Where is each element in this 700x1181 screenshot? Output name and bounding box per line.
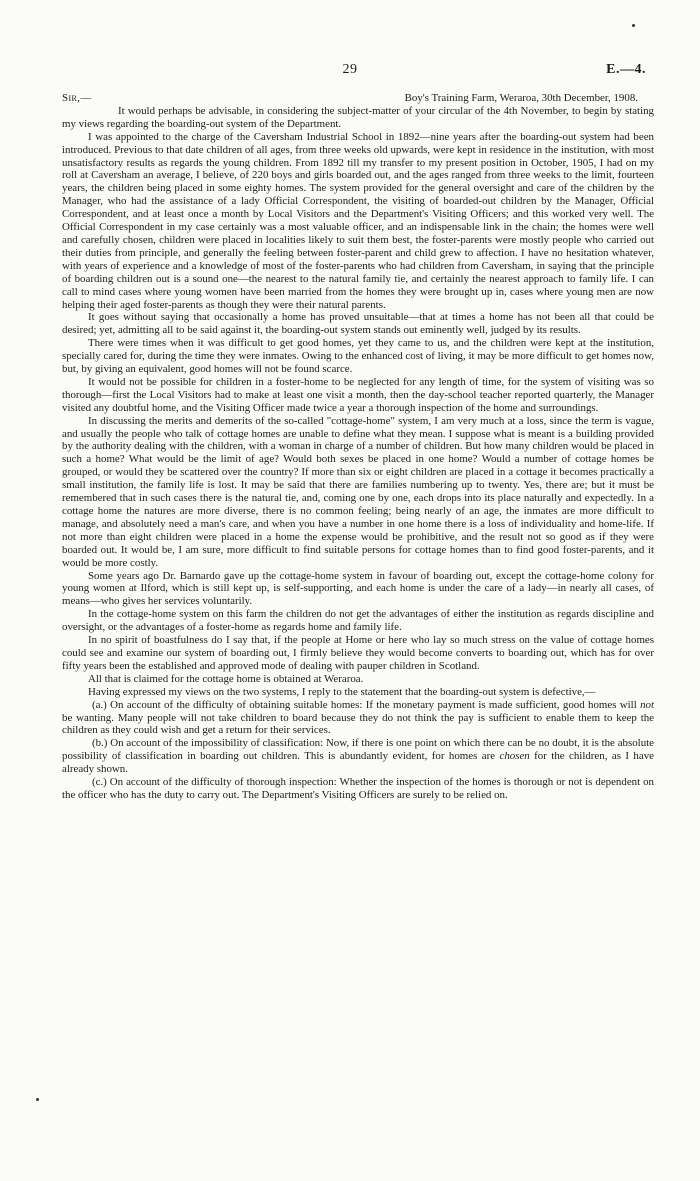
emphasis: not — [640, 698, 654, 711]
dateline: Boy's Training Farm, Weraroa, 30th December, 1908. — [404, 92, 638, 104]
paragraph: There were times when it was difficult to get good homes, yet they came to us, and the children were kept at the institution, specially cared for, during the time they were inmates. Owing to the enhanced cost of living, it may be more difficult to get homes now, but, by giving an equivalent, good homes will not be found scarce. — [62, 337, 654, 376]
letter-body — [62, 92, 654, 802]
list-item-a — [62, 699, 654, 738]
paragraph: In no spirit of boastfulness do I say that, if the people at Home or here who lay so much stress on the value of cottage homes could see and examine our system of boarding out, I firmly believe they would become converts to boarding out, which has for over fifty years been the established and approved mode of dealing with pauper children in Scotland. — [62, 634, 654, 672]
paragraph: It goes without saying that occasionally a home has proved unsuitable—that at times a home has not been all that could be desired; yet, admitting all to be said against it, the boarding-out system stands out eminently well, judged by its results. — [62, 311, 654, 337]
paragraph: It would not be possible for children in a foster-home to be neglected for any length of time, for the system of visiting was so thorough—first the Local Visitors had to make at least one visit a month, then the day-school teacher reported quarterly, the Manager visited any doubtful home, and the Visiting Officer made twice a year a thorough inspection of the home and surroundings. — [62, 375, 654, 414]
letter-header — [62, 92, 654, 105]
list-item-c: (c.) On account of the difficulty of thorough inspection: Whether the inspection of the homes is thorough or not is dependent on the officer who has the duty to carry out. The Department's Visiting Officers are surely to be relied on. — [62, 776, 654, 801]
salutation: Sir,— — [62, 92, 92, 104]
list-item-b-text-end: for the children, as I have already shown. — [62, 750, 654, 776]
list-item-b-text: (b.) On account of the impossibility of classification: Now, if there is one point on which there can be no doubt, it is the absolute possibility of classification in boarding out children. This is abundantly evident, for homes are — [62, 737, 654, 763]
paragraph: I was appointed to the charge of the Caversham Industrial School in 1892—nine years after the boarding-out system had been introduced. Previous to that date children of all ages, from three weeks old upwards, were kept in residence in the institution, with most unsatisfactory results as regards the young children. From 1892 till my transfer to my present position in October, 1905, I had on my roll at Caversham an average, I believe, of 220 boys and girls boarded out, and the ages ranged from three weeks to the limit, fourteen years, the children being placed in some eighty homes. The system provided for the general oversight and care of the children by the Manager, who had the assistance of a lady Official Correspondent, the visiting of boarded-out children by the Manager, Official Correspondent, and at least once a month by Local Visitors and the Department's Visiting Officers; and this worked very well. The Official Correspondent in my case certainly was a most valuable officer, and an indispensable link in the chain; the homes were well and carefully chosen, children were placed in localities likely to suit them best, the foster-parents were mostly people who carried out their duties from principle, and generally the feeling between foster-parent and child grew to affection. I have no hesitation whatever, with years of experience and a knowledge of most of the foster-parents who had children from Caversham, in saying that the principle of boarding children out is a sound one—the nearest to the natural family tie, and certainly the nearest approach to family life. I can call to mind cases where young women have been married from the homes they were brought up in, cases where young men are now helping their aged foster-parents as though they were their natural parents. — [62, 130, 654, 311]
paragraph: In discussing the merits and demerits of the so-called "cottage-home" system, I am very much at a loss, since the term is vague, and usually the people who talk of cottage homes are unable to define what they mean. I suppose what is meant is a building provided by the authority dealing with the children, with a woman in charge of a number of children. But how many children would be placed in such a home? What would be the limit of age? Would both sexes be placed in one home? Would a number of cottage homes be grouped, or would they be scattered over the country? If more than six or eight children are placed in a cottage it becomes practically a small institution, the family life is lost. It may be said that there are families numbering up to twenty. Yes, there are; but it must be remembered that in such cases there is the natural tie, and, coming one by one, each drops into its place naturally and expectedly. In a cottage home the natures are more diverse, there is no common feeling; being nearly of an age, the inmates are more difficult to manage, and absolutely need a man's care, and when you have a number in one home there is a loss of individuality and home-life. If not more than eight children were placed in a home the expense would be prohibitive, and the result not so good as if they were boarded out. It would be, I am sure, more difficult to find suitable persons for cottage homes than to find good foster-parents, and it would be more costly. — [62, 414, 654, 569]
document-reference: E.—4. — [606, 62, 646, 77]
list-item-a-text: (a.) On account of the difficulty of obtaining suitable homes: If the monetary payment is made sufficient, good homes will — [92, 698, 641, 711]
list-item-a-text-end: be wanting. Many people will not take children to board because they do not think the pay is sufficient to enable them to keep the children as they could wish and get a return for their services. — [62, 711, 654, 737]
paragraph: All that is claimed for the cottage home is obtained at Weraroa. — [88, 672, 364, 685]
paragraph: Having expressed my views on the two systems, I reply to the statement that the boarding-out system is defective,— — [88, 685, 596, 698]
list-item-b — [62, 737, 654, 776]
paragraph: It would perhaps be advisable, in considering the subject-matter of your circular of the 4th November, to begin by stating my views regarding the boarding-out system of the Department. — [62, 104, 654, 130]
emphasis: chosen — [499, 750, 530, 763]
page-number: 29 — [342, 62, 358, 77]
scan-speck — [36, 1098, 39, 1101]
paragraph: Some years ago Dr. Barnardo gave up the cottage-home system in favour of boarding out, except the cottage-home colony for young women at Ilford, which is still kept up, is self-supporting, and each home is under the care of a lady—in nearly all cases, of means—who gives her services voluntarily. — [62, 569, 654, 608]
paragraph: In the cottage-home system on this farm the children do not get the advantages of either the institution as regards discipline and oversight, or the advantages of a foster-home as regards home and family life. — [62, 608, 654, 634]
scan-speck — [632, 24, 635, 27]
